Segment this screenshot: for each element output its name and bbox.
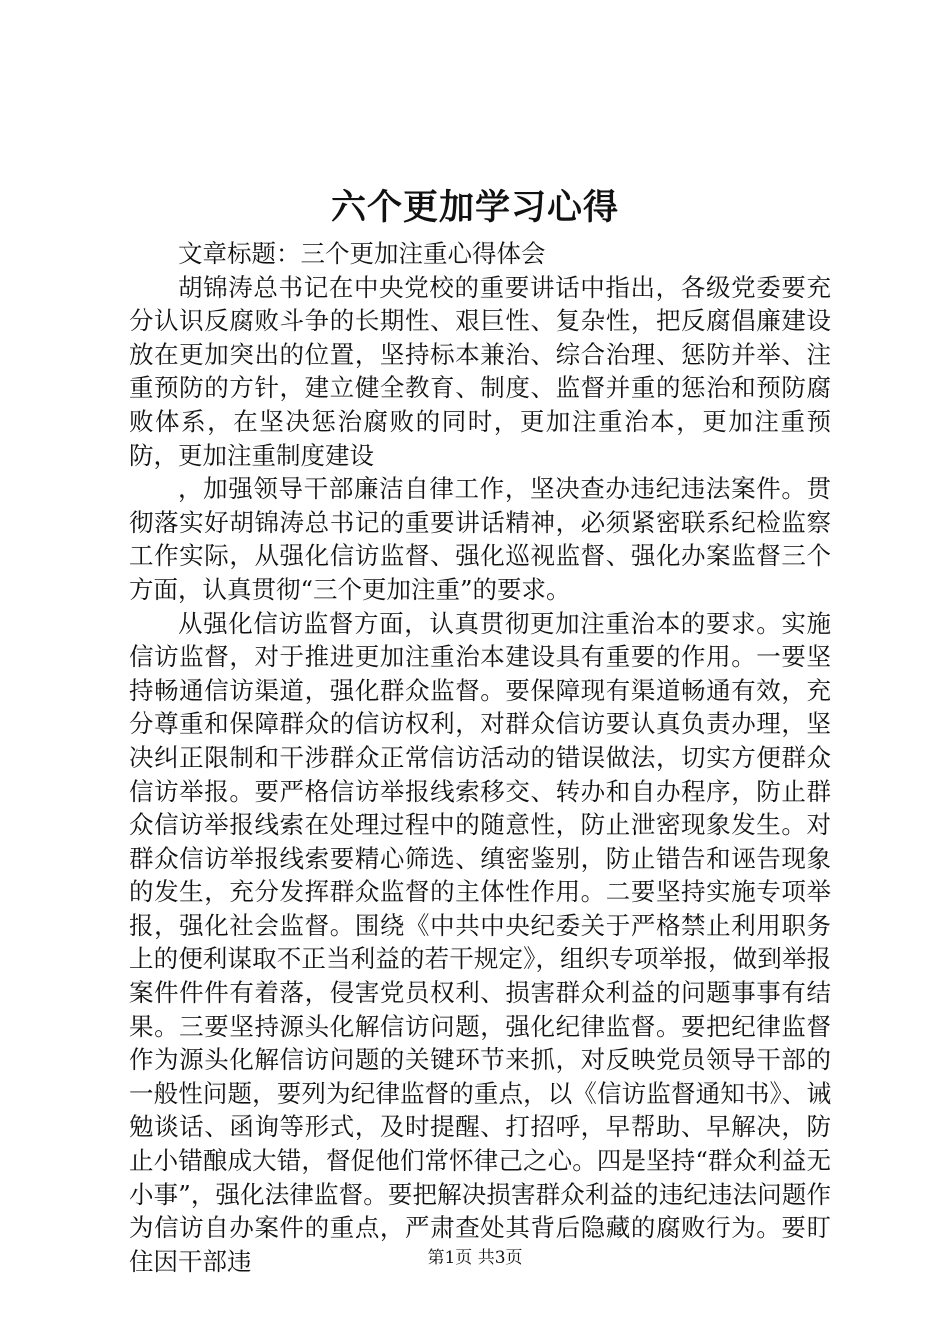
paragraph: ，加强领导干部廉洁自律工作，坚决查办违纪违法案件。贯彻落实好胡锦涛总书记的重要讲话精神，必须紧密联系纪检监察工作实际，从强化信访监督、强化巡视监督、强化办案监督三个方面，认真贯彻“三个更加注重”的要求。 xyxy=(129,474,831,604)
document-body xyxy=(129,237,831,1278)
document-title: 六个更加学习心得 xyxy=(330,187,619,228)
article-heading-line: 文章标题：三个更加注重心得体会 xyxy=(178,239,546,268)
paragraph: 从强化信访监督方面，认真贯彻更加注重治本的要求。实施信访监督，对于推进更加注重治本建设具有重要的作用。一要坚持畅通信访渠道，强化群众监督。要保障现有渠道畅通有效，充分尊重和保障群众的信访权利，对群众信访要认真负责办理，坚决纠正限制和干涉群众正常信访活动的错误做法，切实方便群众信访举报。要严格信访举报线索移交、转办和自办程序，防止群众信访举报线索在处理过程中的随意性，防止泄密现象发生。对群众信访举报线索要精心筛选、缜密鉴别，防止错告和诬告现象的发生，充分发挥群众监督的主体性作用。二要坚持实施专项举报，强化社会监督。围绕《中共中央纪委关于严格禁止利用职务上的便利谋取不正当利益的若干规定》，组织专项举报，做到举报案件件件有着落，侵害党员权利、损害群众利益的问题事事有结果。三要坚持源头化解信访问题，强化纪律监督。要把纪律监督作为源头化解信访问题的关键环节来抓，对反映党员领导干部的一般性问题，要列为纪律监督的重点，以《信访监督通知书》、诫勉谈话、函询等形式，及时提醒、打招呼，早帮助、早解决，防止小错酿成大错，督促他们常怀律己之心。四是坚持“群众利益无小事”，强化法律监督。要把解决损害群众利益的违纪违法问题作为信访自办案件的重点，严肃查处其背后隐藏的腐败行为。要盯住因干部违 xyxy=(129,608,831,1276)
page-number-footer: 第1页 共3页 xyxy=(427,1248,523,1268)
paragraph: 胡锦涛总书记在中央党校的重要讲话中指出，各级党委要充分认识反腐败斗争的长期性、艰巨性、复杂性，把反腐倡廉建设放在更加突出的位置，坚持标本兼治、综合治理、惩防并举、注重预防的方针，建立健全教育、制度、监督并重的惩治和预防腐败体系，在坚决惩治腐败的同时，更加注重治本，更加注重预防，更加注重制度建设 xyxy=(129,272,831,470)
